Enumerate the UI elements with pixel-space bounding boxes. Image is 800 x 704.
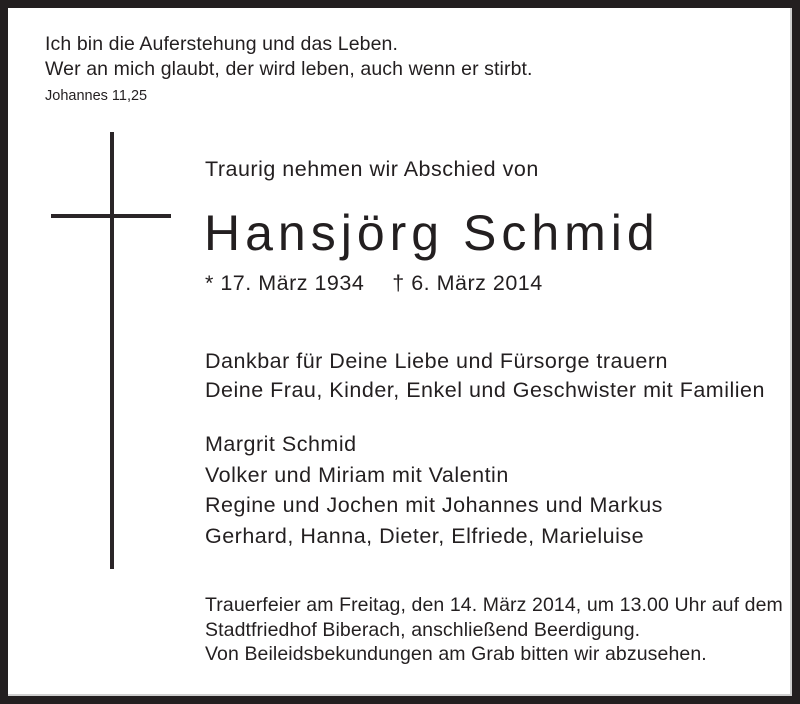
cross-horizontal-bar <box>51 214 171 218</box>
scripture-quote <box>45 32 533 82</box>
mourner-line-3: Regine und Jochen mit Johannes und Markus <box>205 493 663 517</box>
tribute-line-1: Dankbar für Deine Liebe und Fürsorge trauern <box>205 349 669 373</box>
mourner-line-4: Gerhard, Hanna, Dieter, Elfriede, Marieluise <box>205 523 645 548</box>
cross-vertical-bar <box>110 132 114 569</box>
scripture-line-2: Wer an mich glaubt, der wird leben, auch wenn er stirbt. <box>45 58 533 80</box>
deceased-name: Hansjörg Schmid <box>204 205 660 261</box>
tribute-line-2: Deine Frau, Kinder, Enkel und Geschwister mit Familien <box>205 378 765 402</box>
funeral-info-line-3: Von Beileidsbekundungen am Grab bitten wir abzusehen. <box>205 643 707 665</box>
funeral-info <box>205 593 783 667</box>
death-date: † 6. März 2014 <box>392 271 543 295</box>
life-dates <box>205 271 543 296</box>
birth-date: * 17. März 1934 <box>205 271 365 295</box>
mourner-line-2: Volker und Miriam mit Valentin <box>205 462 509 487</box>
funeral-info-line-2: Stadtfriedhof Biberach, anschließend Beerdigung. <box>205 618 641 641</box>
mourner-line-1: Margrit Schmid <box>205 432 357 456</box>
funeral-info-line-1: Trauerfeier am Freitag, den 14. März 2014, um 13.00 Uhr auf dem <box>205 594 783 616</box>
scripture-source: Johannes 11,25 <box>45 88 148 104</box>
tribute-text <box>205 347 765 405</box>
intro-line: Traurig nehmen wir Abschied von <box>205 157 539 181</box>
mourners-list <box>205 429 663 551</box>
scripture-line-1: Ich bin die Auferstehung und das Leben. <box>45 33 399 55</box>
